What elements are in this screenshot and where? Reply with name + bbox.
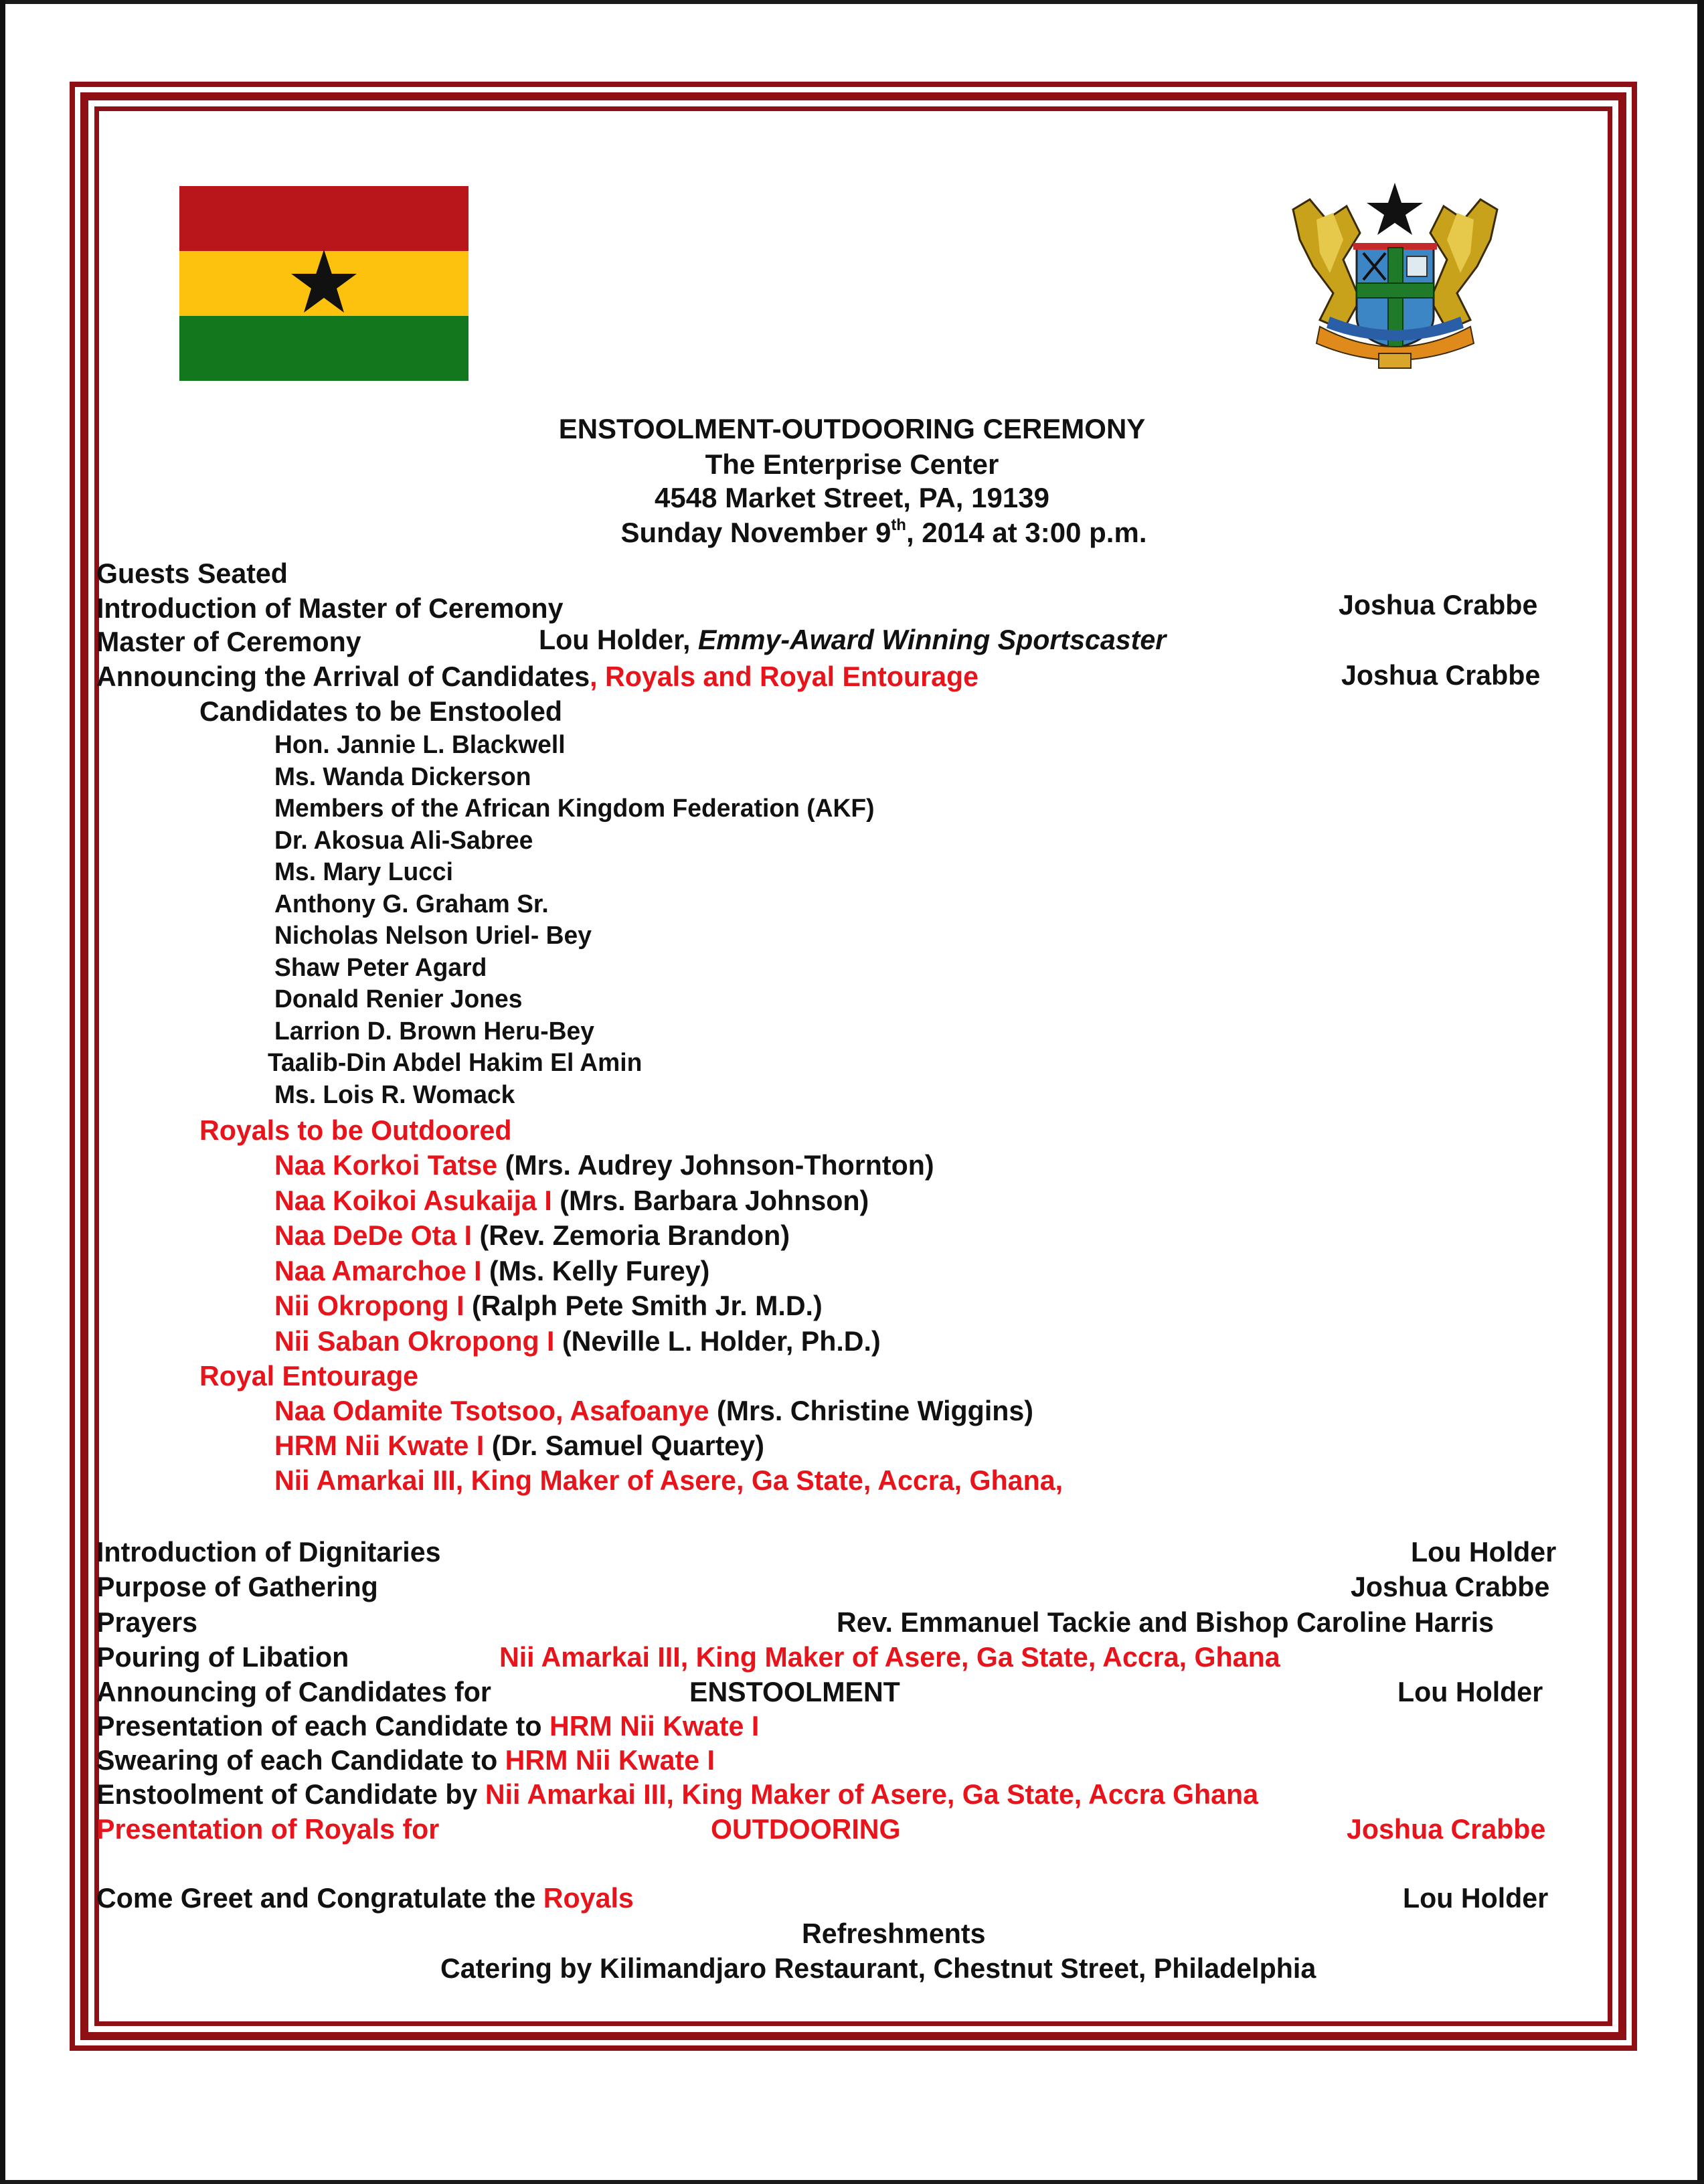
royals-presentation-by: Joshua Crabbe bbox=[1347, 1813, 1546, 1845]
royal-item-title: Naa Koikoi Asukaija I bbox=[274, 1184, 552, 1216]
royal-item bbox=[274, 1292, 823, 1320]
royal-item-title: Naa Amarchoe I bbox=[274, 1254, 482, 1286]
mc-name: Lou Holder, bbox=[539, 624, 691, 655]
black-star-icon bbox=[290, 248, 357, 315]
candidate-item: Shaw Peter Agard bbox=[274, 953, 487, 982]
presentation-label: Presentation of each Candidate to bbox=[96, 1710, 549, 1742]
entourage-item-title: HRM Nii Kwate I bbox=[274, 1430, 485, 1461]
candidate-item: Ms. Wanda Dickerson bbox=[274, 762, 531, 791]
arrival-highlight: , Royals and Royal Entourage bbox=[590, 661, 979, 692]
announcing-by: Lou Holder bbox=[1397, 1676, 1543, 1707]
royal-item bbox=[274, 1254, 710, 1286]
royal-item bbox=[274, 1222, 790, 1250]
candidate-item: Ms. Lois R. Womack bbox=[274, 1080, 515, 1109]
entourage-item bbox=[274, 1432, 764, 1460]
royals-presentation-label: Presentation of Royals for bbox=[96, 1813, 440, 1845]
royal-item bbox=[274, 1327, 881, 1355]
candidate-item: Donald Renier Jones bbox=[274, 985, 523, 1013]
scan-edge-top bbox=[0, 0, 1704, 4]
royal-item-name: (Mrs. Audrey Johnson-Thornton) bbox=[497, 1149, 934, 1181]
libation-label: Pouring of Libation bbox=[96, 1641, 349, 1673]
purpose-by: Joshua Crabbe bbox=[1351, 1571, 1550, 1602]
candidate-item: Members of the African Kingdom Federation (AKF) bbox=[274, 794, 875, 823]
greet-highlight: Royals bbox=[543, 1882, 634, 1914]
enstoolment-label: Enstoolment of Candidate by bbox=[96, 1778, 485, 1810]
event-date-superscript: th bbox=[891, 516, 906, 534]
candidate-item: Larrion D. Brown Heru-Bey bbox=[274, 1017, 594, 1045]
venue-name: The Enterprise Center bbox=[705, 448, 999, 480]
intro-mc-by: Joshua Crabbe bbox=[1339, 589, 1538, 620]
catering: Catering by Kilimandjaro Restaurant, Chestnut Street, Philadelphia bbox=[440, 1952, 1316, 1984]
royal-item-name: (Mrs. Barbara Johnson) bbox=[551, 1184, 869, 1216]
coat-of-arms-icon bbox=[1280, 173, 1511, 373]
ceremony-title: ENSTOOLMENT-OUTDOORING CEREMONY bbox=[558, 413, 1146, 444]
ghana-flag-icon bbox=[179, 186, 468, 380]
royals-presentation-middle: OUTDOORING bbox=[711, 1813, 901, 1845]
presentation-row bbox=[96, 1712, 759, 1740]
mc-title: Emmy-Award Winning Sportscaster bbox=[697, 624, 1167, 655]
presentation-highlight: HRM Nii Kwate I bbox=[549, 1710, 760, 1742]
candidate-item: Dr. Akosua Ali-Sabree bbox=[274, 826, 533, 855]
royal-item-title: Nii Okropong I bbox=[274, 1290, 464, 1321]
refreshments: Refreshments bbox=[802, 1918, 986, 1949]
scan-edge-right bbox=[1697, 0, 1704, 2184]
candidate-item: Ms. Mary Lucci bbox=[274, 858, 453, 886]
royal-item-name: (Ralph Pete Smith Jr. M.D.) bbox=[464, 1290, 823, 1321]
dignitaries-label: Introduction of Dignitaries bbox=[96, 1536, 441, 1568]
arrival-row bbox=[96, 663, 978, 691]
flag-red-band bbox=[179, 186, 468, 251]
greet-row bbox=[96, 1884, 634, 1912]
announcing-middle: ENSTOOLMENT bbox=[689, 1676, 900, 1707]
candidate-item: Taalib-Din Abdel Hakim El Amin bbox=[268, 1049, 643, 1077]
greet-label: Come Greet and Congratulate the bbox=[96, 1882, 543, 1914]
libation-by: Nii Amarkai III, King Maker of Asere, Ga State, Accra, Ghana bbox=[499, 1641, 1280, 1673]
candidate-item: Nicholas Nelson Uriel- Bey bbox=[274, 922, 592, 950]
mc-name-row bbox=[539, 626, 1166, 654]
candidate-item: Anthony G. Graham Sr. bbox=[274, 890, 549, 918]
venue-address: 4548 Market Street, PA, 19139 bbox=[655, 482, 1049, 513]
royal-item-title: Naa DeDe Ota I bbox=[274, 1220, 473, 1251]
event-date-prefix: Sunday November 9 bbox=[620, 517, 891, 548]
swearing-label: Swearing of each Candidate to bbox=[96, 1744, 505, 1776]
swearing-row bbox=[96, 1746, 715, 1774]
royal-item bbox=[274, 1184, 869, 1216]
royals-heading: Royals to be Outdoored bbox=[199, 1114, 512, 1146]
mc-row bbox=[96, 628, 361, 656]
prayers-label: Prayers bbox=[96, 1606, 198, 1638]
royal-item-name: (Ms. Kelly Furey) bbox=[481, 1254, 710, 1286]
scan-edge-bottom bbox=[0, 2180, 1704, 2184]
royal-item-name: (Rev. Zemoria Brandon) bbox=[472, 1220, 790, 1251]
intro-mc-label: Introduction of Master of Ceremony bbox=[96, 592, 564, 624]
entourage-item-name: (Mrs. Christine Wiggins) bbox=[709, 1395, 1034, 1426]
royal-item-title: Naa Korkoi Tatse bbox=[274, 1149, 498, 1181]
royal-item-title: Nii Saban Okropong I bbox=[274, 1325, 555, 1357]
purpose-label: Purpose of Gathering bbox=[96, 1571, 378, 1602]
entourage-heading: Royal Entourage bbox=[199, 1360, 419, 1392]
enstoolment-row bbox=[96, 1780, 1258, 1809]
greet-by: Lou Holder bbox=[1403, 1882, 1549, 1914]
prayers-by: Rev. Emmanuel Tackie and Bishop Caroline Harris bbox=[837, 1606, 1495, 1638]
entourage-item-name: (Dr. Samuel Quartey) bbox=[484, 1430, 764, 1461]
royal-item bbox=[274, 1151, 934, 1179]
royal-item-name: (Neville L. Holder, Ph.D.) bbox=[554, 1325, 881, 1357]
candidates-heading: Candidates to be Enstooled bbox=[199, 695, 563, 727]
entourage-item bbox=[274, 1466, 1063, 1495]
dignitaries-by: Lou Holder bbox=[1411, 1536, 1557, 1568]
entourage-item-title: Nii Amarkai III, King Maker of Asere, Ga State, Accra, Ghana, bbox=[274, 1464, 1063, 1496]
guests-seated: Guests Seated bbox=[96, 558, 288, 589]
announcing-label: Announcing of Candidates for bbox=[96, 1676, 491, 1707]
event-date bbox=[0, 516, 1704, 548]
event-date-suffix: , 2014 at 3:00 p.m. bbox=[906, 517, 1147, 548]
arrival-by: Joshua Crabbe bbox=[1341, 659, 1541, 691]
mc-label: Master of Ceremony bbox=[96, 626, 361, 657]
candidate-item: Hon. Jannie L. Blackwell bbox=[274, 731, 566, 759]
entourage-item bbox=[274, 1397, 1033, 1425]
arrival-label: Announcing the Arrival of Candidates bbox=[96, 661, 590, 692]
entourage-item-title: Naa Odamite Tsotsoo, Asafoanye bbox=[274, 1395, 709, 1426]
scan-edge-left bbox=[0, 0, 5, 2184]
enstoolment-highlight: Nii Amarkai III, King Maker of Asere, Ga State, Accra Ghana bbox=[485, 1778, 1259, 1810]
swearing-highlight: HRM Nii Kwate I bbox=[505, 1744, 715, 1776]
flag-green-band bbox=[179, 316, 468, 381]
